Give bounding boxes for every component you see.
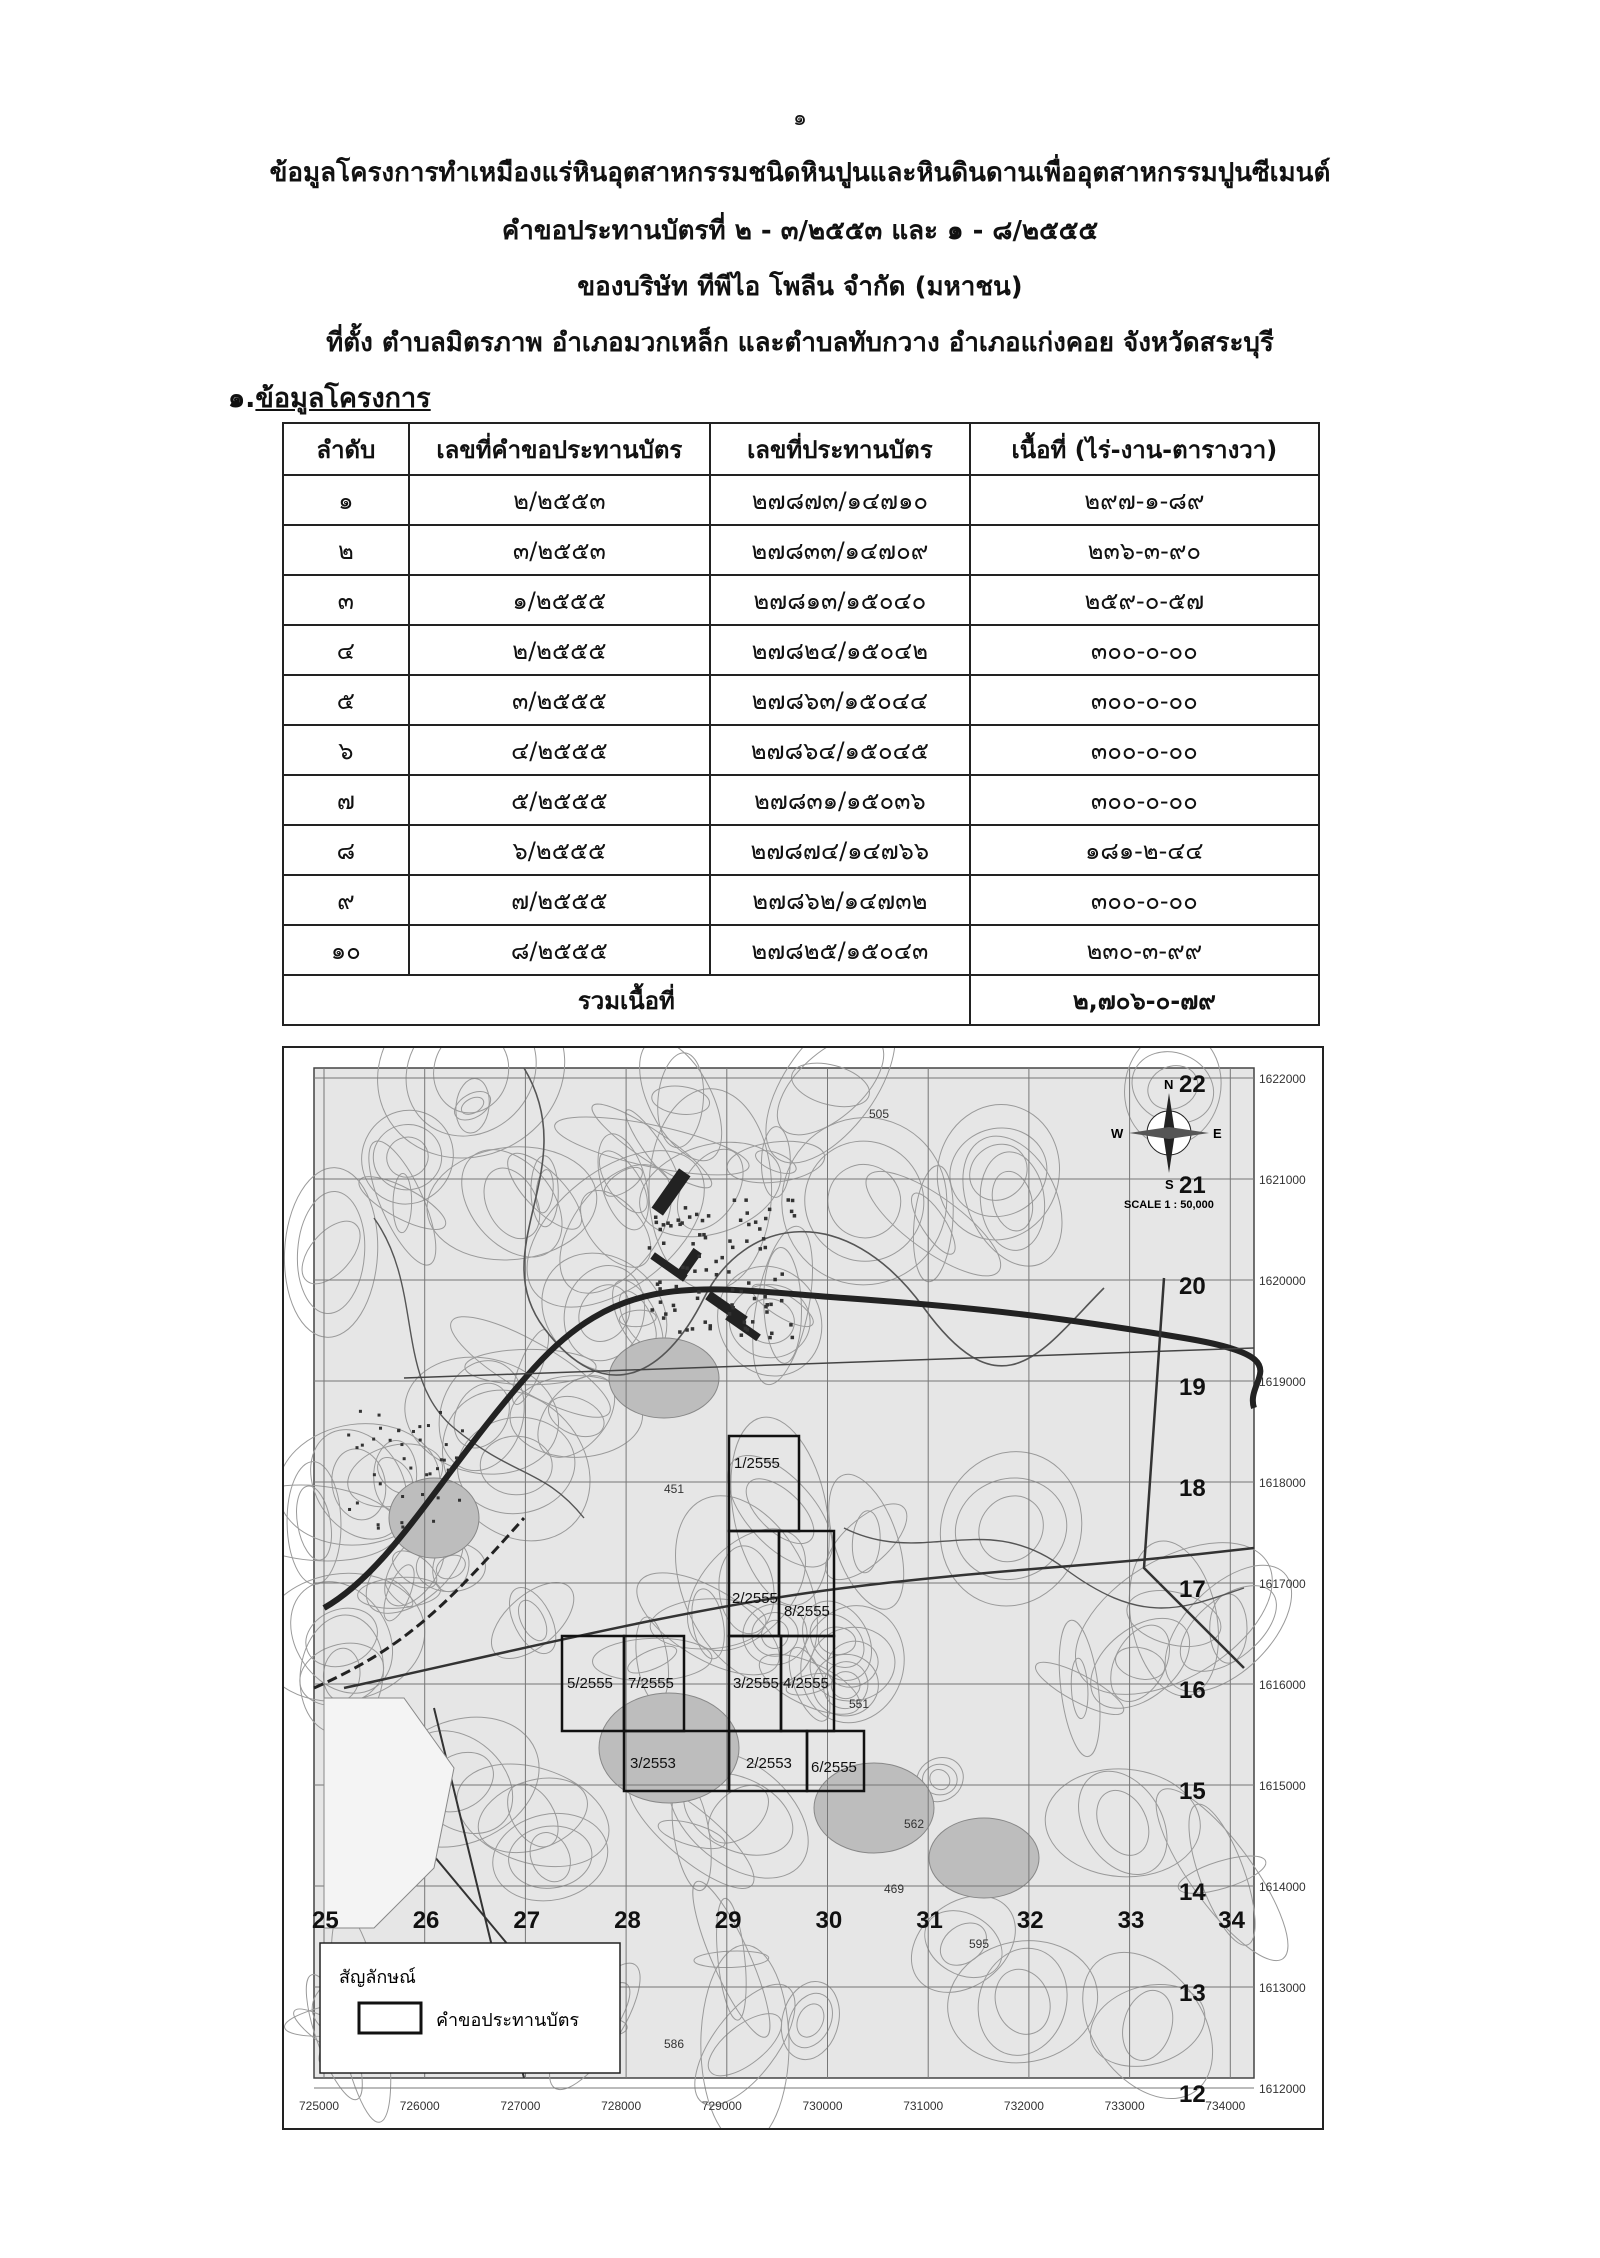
grid-row-label: 13 — [1179, 1980, 1206, 2007]
legend-title: สัญลักษณ์ — [339, 1967, 416, 1987]
building-dot — [421, 1493, 424, 1496]
cell-area: ๓๐๐-๐-๐๐ — [970, 875, 1319, 925]
table-row — [283, 675, 1319, 725]
table-row — [283, 775, 1319, 825]
building-dot — [401, 1526, 404, 1529]
building-dot — [348, 1508, 351, 1511]
grid-col-label: 33 — [1117, 1907, 1145, 1934]
cell-request-no: ๗/๒๕๕๕ — [409, 875, 710, 925]
cell-order: ๗ — [283, 775, 409, 825]
building-dot — [425, 1473, 428, 1476]
building-dot — [659, 1300, 663, 1304]
cell-permit-no: ๒๗๘๓๑/๑๕๐๓๖ — [710, 775, 970, 825]
grid-col-label: 27 — [513, 1907, 541, 1934]
building-dot — [650, 1308, 654, 1312]
building-dot — [685, 1328, 689, 1332]
building-dot — [693, 1269, 697, 1273]
northing-label: 1614000 — [1259, 1880, 1306, 1894]
building-dot — [728, 1239, 732, 1243]
grid-row-label: 19 — [1179, 1374, 1206, 1401]
building-dot — [739, 1218, 743, 1222]
compass-south-label: S — [1165, 1177, 1174, 1192]
cell-request-no: ๔/๒๕๕๕ — [409, 725, 710, 775]
cell-permit-no: ๒๗๘๓๓/๑๔๗๐๙ — [710, 525, 970, 575]
grid-row-label: 14 — [1179, 1879, 1206, 1906]
building-dot — [727, 1270, 731, 1274]
building-dot — [747, 1281, 751, 1285]
northing-label: 1615000 — [1259, 1779, 1306, 1793]
building-dot — [440, 1458, 443, 1461]
building-dot — [764, 1246, 768, 1250]
grid-row-label: 22 — [1179, 1071, 1206, 1098]
building-dot — [744, 1198, 748, 1202]
cell-request-no: ๒/๒๕๕๕ — [409, 625, 710, 675]
building-dot — [397, 1429, 400, 1432]
parcel-label: 7/2555 — [628, 1675, 674, 1692]
cell-permit-no: ๒๗๘๗๔/๑๔๗๖๖ — [710, 825, 970, 875]
doc-subtitle-permits: คำขอประทานบัตรที่ ๒ - ๓/๒๕๕๓ และ ๑ - ๘/๒๕๕๕ — [501, 216, 1099, 246]
section-title: ข้อมูลโครงการ — [255, 383, 431, 414]
building-dot — [754, 1220, 758, 1224]
building-dot — [708, 1327, 712, 1331]
building-dot — [762, 1237, 766, 1241]
col-header-permit-no: เลขที่ประทานบัตร — [710, 423, 970, 475]
building-dot — [356, 1501, 359, 1504]
cell-permit-no: ๒๗๘๒๕/๑๕๐๔๓ — [710, 925, 970, 975]
building-dot — [730, 1303, 734, 1307]
building-dot — [786, 1198, 790, 1202]
building-dot — [707, 1214, 711, 1218]
cell-request-no: ๘/๒๕๕๕ — [409, 925, 710, 975]
building-dot — [703, 1320, 707, 1324]
section-heading — [228, 376, 431, 419]
building-dot — [359, 1410, 362, 1413]
cell-permit-no: ๒๗๘๖๔/๑๕๐๔๕ — [710, 725, 970, 775]
cell-area: ๒๕๙-๐-๕๗ — [970, 575, 1319, 625]
northing-label: 1619000 — [1259, 1375, 1306, 1389]
table-row — [283, 575, 1319, 625]
cell-area: ๒๙๗-๑-๘๙ — [970, 475, 1319, 525]
topographic-map — [284, 1048, 1322, 2128]
building-dot — [688, 1215, 692, 1219]
parcel-label: 3/2555 — [733, 1675, 779, 1692]
northing-label: 1620000 — [1259, 1274, 1306, 1288]
section-number: ๑. — [228, 383, 256, 414]
total-value: ๒,๗๐๖-๐-๗๙ — [970, 975, 1319, 1025]
building-dot — [746, 1328, 750, 1332]
legend-item-label: คำขอประทานบัตร — [436, 2010, 580, 2030]
table-header-row — [283, 423, 1319, 475]
spot-height-label: 469 — [884, 1882, 905, 1896]
easting-label: 725000 — [299, 2099, 340, 2113]
hill-shading — [814, 1763, 934, 1853]
building-dot — [669, 1224, 673, 1228]
building-dot — [445, 1443, 448, 1446]
cell-permit-no: ๒๗๘๒๔/๑๕๐๔๒ — [710, 625, 970, 675]
cell-order: ๕ — [283, 675, 409, 725]
building-dot — [672, 1304, 676, 1308]
easting-label: 726000 — [399, 2099, 440, 2113]
table-total-row — [283, 975, 1319, 1025]
building-dot — [662, 1316, 666, 1320]
building-dot — [728, 1312, 732, 1316]
building-dot — [403, 1457, 406, 1460]
building-dot — [427, 1424, 430, 1427]
building-dot — [790, 1210, 794, 1214]
spot-height-label: 595 — [969, 1937, 990, 1951]
page-number: ๑ — [793, 106, 807, 131]
building-dot — [696, 1297, 700, 1301]
building-dot — [765, 1310, 769, 1314]
parcel-label: 2/2553 — [746, 1755, 792, 1772]
grid-row-label: 21 — [1179, 1172, 1206, 1199]
cell-permit-no: ๒๗๘๗๓/๑๔๗๑๐ — [710, 475, 970, 525]
building-dot — [733, 1198, 737, 1202]
building-dot — [372, 1438, 375, 1441]
total-label: รวมเนื้อที่ — [283, 975, 970, 1025]
table-row — [283, 825, 1319, 875]
building-dot — [745, 1239, 749, 1243]
grid-row-label: 15 — [1179, 1778, 1206, 1805]
grid-col-label: 30 — [815, 1907, 843, 1934]
building-dot — [419, 1439, 422, 1442]
northing-label: 1622000 — [1259, 1072, 1306, 1086]
northing-label: 1618000 — [1259, 1476, 1306, 1490]
building-dot — [701, 1219, 705, 1223]
building-dot — [758, 1227, 762, 1231]
building-dot — [654, 1215, 658, 1219]
building-dot — [685, 1266, 689, 1270]
building-dot — [793, 1214, 797, 1218]
building-dot — [658, 1287, 662, 1291]
building-dot — [770, 1332, 774, 1336]
table-row — [283, 475, 1319, 525]
building-dot — [715, 1273, 719, 1277]
location-map — [282, 1046, 1324, 2130]
grid-col-label: 34 — [1218, 1907, 1246, 1934]
easting-label: 734000 — [1205, 2099, 1246, 2113]
building-dot — [740, 1290, 744, 1294]
building-dot — [780, 1299, 784, 1303]
compass-west-label: W — [1111, 1126, 1124, 1141]
building-dot — [780, 1272, 784, 1276]
col-header-order: ลำดับ — [283, 423, 409, 475]
cell-area: ๓๐๐-๐-๐๐ — [970, 725, 1319, 775]
building-dot — [705, 1268, 709, 1272]
building-dot — [697, 1255, 701, 1259]
building-dot — [401, 1495, 404, 1498]
building-dot — [731, 1246, 735, 1250]
northing-label: 1612000 — [1259, 2082, 1306, 2096]
grid-row-label: 12 — [1179, 2081, 1206, 2108]
building-dot — [377, 1523, 380, 1526]
cell-request-no: ๕/๒๕๕๕ — [409, 775, 710, 825]
cell-order: ๔ — [283, 625, 409, 675]
building-dot — [655, 1221, 659, 1225]
building-dot — [455, 1456, 458, 1459]
cell-order: ๑ — [283, 475, 409, 525]
building-dot — [361, 1444, 364, 1447]
northing-label: 1616000 — [1259, 1678, 1306, 1692]
easting-label: 728000 — [601, 2099, 642, 2113]
building-dot — [684, 1206, 688, 1210]
building-dot — [377, 1527, 380, 1530]
building-dot — [675, 1285, 679, 1289]
parcel-label: 5/2555 — [567, 1675, 613, 1692]
building-dot — [773, 1278, 777, 1282]
cell-permit-no: ๒๗๘๑๓/๑๕๐๔๐ — [710, 575, 970, 625]
scale-label: SCALE 1 : 50,000 — [1124, 1199, 1214, 1211]
building-dot — [789, 1323, 793, 1327]
building-dot — [443, 1459, 446, 1462]
cell-order: ๖ — [283, 725, 409, 775]
building-dot — [680, 1221, 684, 1225]
hill-shading — [599, 1693, 739, 1803]
building-dot — [379, 1427, 382, 1430]
building-dot — [677, 1218, 681, 1222]
parcel-label: 6/2555 — [811, 1759, 857, 1776]
grid-row-label: 17 — [1179, 1576, 1206, 1603]
col-header-request-no: เลขที่คำขอประทานบัตร — [409, 423, 710, 475]
building-dot — [697, 1290, 701, 1294]
building-dot — [743, 1320, 747, 1324]
building-dot — [664, 1312, 668, 1316]
parcel-label: 4/2555 — [783, 1675, 829, 1692]
building-dot — [691, 1327, 695, 1331]
building-dot — [759, 1247, 763, 1251]
easting-label: 731000 — [903, 2099, 944, 2113]
cell-area: ๒๓๐-๓-๙๙ — [970, 925, 1319, 975]
cell-order: ๑๐ — [283, 925, 409, 975]
building-dot — [753, 1297, 757, 1301]
building-dot — [791, 1199, 795, 1203]
building-dot — [432, 1520, 435, 1523]
building-dot — [436, 1467, 439, 1470]
cell-permit-no: ๒๗๘๖๒/๑๔๗๓๒ — [710, 875, 970, 925]
table-row — [283, 875, 1319, 925]
doc-title: ข้อมูลโครงการทำเหมืองแร่หินอุตสาหกรรมชนิดหินปูนและหินดินดานเพื่ออุตสาหกรรมปูนซีเมนต์ — [269, 158, 1331, 188]
permit-table — [282, 422, 1320, 1026]
cell-area: ๓๐๐-๐-๐๐ — [970, 625, 1319, 675]
easting-label: 732000 — [1003, 2099, 1044, 2113]
table-row — [283, 625, 1319, 675]
building-dot — [412, 1430, 415, 1433]
cell-order: ๓ — [283, 575, 409, 625]
grid-col-label: 28 — [614, 1907, 641, 1934]
grid-col-label: 26 — [412, 1907, 440, 1934]
building-dot — [673, 1308, 677, 1312]
easting-label: 727000 — [500, 2099, 541, 2113]
easting-label: 730000 — [802, 2099, 843, 2113]
spot-height-label: 551 — [849, 1697, 870, 1711]
grid-col-label: 25 — [312, 1907, 339, 1934]
building-dot — [662, 1241, 666, 1245]
doc-subtitle-company: ของบริษัท ทีพีไอ โพลีน จำกัด (มหาชน) — [577, 272, 1023, 302]
grid-row-label: 20 — [1179, 1273, 1206, 1300]
spot-height-label: 505 — [869, 1107, 890, 1121]
cell-request-no: ๖/๒๕๕๕ — [409, 825, 710, 875]
hill-shading — [609, 1338, 719, 1418]
table-row — [283, 725, 1319, 775]
building-dot — [791, 1336, 795, 1340]
building-dot — [389, 1439, 392, 1442]
building-dot — [347, 1434, 350, 1437]
building-dot — [740, 1333, 744, 1337]
easting-label: 729000 — [701, 2099, 742, 2113]
cell-order: ๙ — [283, 875, 409, 925]
cell-request-no: ๓/๒๕๕๓ — [409, 525, 710, 575]
cell-request-no: ๓/๒๕๕๕ — [409, 675, 710, 725]
parcel-label: 8/2555 — [784, 1603, 830, 1620]
building-dot — [418, 1425, 421, 1428]
northing-label: 1613000 — [1259, 1981, 1306, 1995]
building-dot — [731, 1288, 735, 1292]
doc-subtitle-location: ที่ตั้ง ตำบลมิตรภาพ อำเภอมวกเหล็ก และตำบลทับกวาง อำเภอแก่งคอย จังหวัดสระบุรี — [326, 328, 1274, 358]
building-dot — [429, 1472, 432, 1475]
building-dot — [763, 1295, 767, 1299]
building-dot — [378, 1414, 381, 1417]
cell-permit-no: ๒๗๘๖๓/๑๕๐๔๔ — [710, 675, 970, 725]
spot-height-label: 451 — [664, 1482, 685, 1496]
col-header-area: เนื้อที่ (ไร่-งาน-ตารางวา) — [970, 423, 1319, 475]
cell-request-no: ๑/๒๕๕๕ — [409, 575, 710, 625]
building-dot — [373, 1473, 376, 1476]
building-dot — [695, 1213, 699, 1217]
building-dot — [409, 1467, 412, 1470]
building-dot — [698, 1233, 702, 1237]
parcel-label: 1/2555 — [734, 1455, 780, 1472]
grid-col-label: 31 — [916, 1907, 943, 1934]
building-dot — [656, 1282, 660, 1286]
cell-area: ๓๐๐-๐-๐๐ — [970, 775, 1319, 825]
spot-height-label: 562 — [904, 1817, 925, 1831]
legend-box — [320, 1943, 620, 2073]
northing-label: 1617000 — [1259, 1577, 1306, 1591]
building-dot — [747, 1223, 751, 1227]
building-dot — [658, 1228, 662, 1232]
building-dot — [355, 1446, 358, 1449]
cell-order: ๘ — [283, 825, 409, 875]
parcel-label: 3/2553 — [630, 1755, 676, 1772]
building-dot — [764, 1305, 768, 1309]
northing-label: 1621000 — [1259, 1173, 1306, 1187]
building-dot — [751, 1320, 755, 1324]
table-row — [283, 925, 1319, 975]
building-dot — [437, 1496, 440, 1499]
building-dot — [648, 1246, 652, 1250]
building-dot — [704, 1236, 708, 1240]
building-dot — [768, 1208, 772, 1212]
building-dot — [681, 1266, 685, 1270]
building-dot — [678, 1330, 682, 1334]
cell-request-no: ๒/๒๕๕๓ — [409, 475, 710, 525]
building-dot — [447, 1469, 450, 1472]
building-dot — [764, 1217, 768, 1221]
building-dot — [768, 1336, 772, 1340]
building-dot — [379, 1482, 382, 1485]
compass-north-label: N — [1164, 1077, 1174, 1092]
cell-order: ๒ — [283, 525, 409, 575]
building-dot — [714, 1260, 718, 1264]
building-dot — [400, 1521, 403, 1524]
building-dot — [691, 1242, 695, 1246]
cell-area: ๒๓๖-๓-๙๐ — [970, 525, 1319, 575]
spot-height-label: 586 — [664, 2037, 685, 2051]
grid-row-label: 16 — [1179, 1677, 1206, 1704]
grid-row-label: 18 — [1179, 1475, 1206, 1502]
grid-col-label: 32 — [1016, 1907, 1044, 1934]
cell-area: ๓๐๐-๐-๐๐ — [970, 675, 1319, 725]
compass-east-label: E — [1213, 1126, 1222, 1141]
building-dot — [662, 1223, 666, 1227]
table-row — [283, 525, 1319, 575]
building-dot — [746, 1211, 750, 1215]
building-dot — [769, 1303, 773, 1307]
parcel-label: 2/2555 — [732, 1590, 778, 1607]
building-dot — [439, 1411, 442, 1414]
building-dot — [720, 1256, 724, 1260]
grid-col-label: 29 — [714, 1907, 742, 1934]
building-dot — [461, 1429, 464, 1432]
building-dot — [458, 1499, 461, 1502]
cell-area: ๑๘๑-๒-๔๔ — [970, 825, 1319, 875]
easting-label: 733000 — [1104, 2099, 1145, 2113]
building-dot — [400, 1443, 403, 1446]
